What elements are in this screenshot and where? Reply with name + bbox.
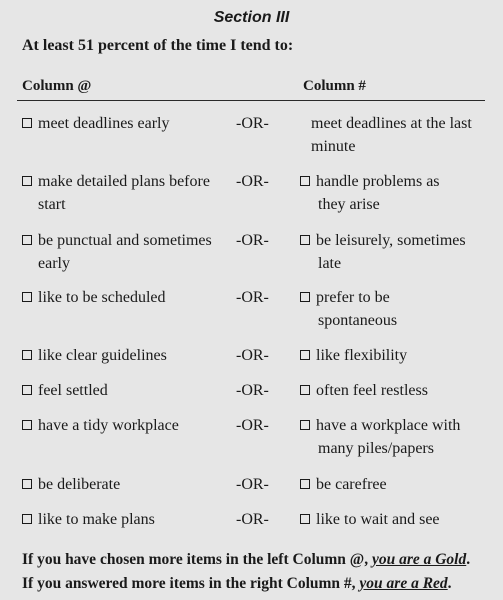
or-separator: -OR- — [236, 476, 269, 493]
or-separator: -OR- — [236, 173, 269, 190]
checkbox-left[interactable] — [22, 235, 32, 245]
checkbox-left[interactable] — [22, 118, 32, 128]
or-separator: -OR- — [236, 417, 269, 434]
right-option[interactable]: meet deadlines at the last minute — [311, 115, 472, 155]
checkbox-left[interactable] — [22, 350, 32, 360]
or-separator: -OR- — [236, 347, 269, 364]
or-separator: -OR- — [236, 232, 269, 249]
left-option[interactable]: feel settled — [22, 379, 237, 402]
checkbox-left[interactable] — [22, 479, 32, 489]
column-left-header: Column @ — [22, 78, 92, 94]
left-option[interactable]: like to be scheduled — [22, 286, 237, 309]
checkbox-right[interactable] — [300, 292, 310, 302]
checkbox-left[interactable] — [22, 420, 32, 430]
column-right-header: Column # — [303, 78, 366, 94]
intro-text: At least 51 percent of the time I tend to: — [22, 37, 294, 54]
right-option[interactable]: handle problems as they arise — [300, 170, 490, 216]
right-option[interactable]: have a workplace with many piles/papers — [300, 414, 490, 460]
checkbox-right[interactable] — [300, 350, 310, 360]
checkbox-right[interactable] — [300, 176, 310, 186]
right-option[interactable]: be carefree — [300, 473, 490, 496]
checkbox-right[interactable] — [300, 514, 310, 524]
checkbox-right[interactable] — [300, 479, 310, 489]
or-separator: -OR- — [236, 511, 269, 528]
checkbox-right[interactable] — [300, 420, 310, 430]
checkbox-left[interactable] — [22, 176, 32, 186]
checkbox-right[interactable] — [300, 385, 310, 395]
or-separator: -OR- — [236, 382, 269, 399]
right-option[interactable]: prefer to be spontaneous — [300, 286, 490, 332]
checkbox-left[interactable] — [22, 292, 32, 302]
left-option[interactable]: meet deadlines early — [22, 112, 237, 135]
footer-line-gold: If you have chosen more items in the left Column @, you are a Gold. — [22, 551, 471, 568]
checkbox-left[interactable] — [22, 514, 32, 524]
left-option[interactable]: be punctual and sometimes early — [22, 229, 237, 275]
footer-line-red: If you answered more items in the right Column #, you are a Red. — [22, 575, 452, 592]
left-option[interactable]: like clear guidelines — [22, 344, 237, 367]
right-option[interactable]: often feel restless — [300, 379, 490, 402]
right-option[interactable]: like to wait and see — [300, 508, 490, 531]
left-option[interactable]: be deliberate — [22, 473, 237, 496]
section-title: Section III — [213, 9, 290, 26]
left-option[interactable]: like to make plans — [22, 508, 237, 531]
or-separator: -OR- — [236, 115, 269, 132]
header-rule — [17, 100, 485, 101]
left-option[interactable]: make detailed plans before start — [22, 170, 237, 216]
right-option[interactable]: like flexibility — [300, 344, 490, 367]
left-option[interactable]: have a tidy workplace — [22, 414, 237, 437]
result-red: you are a Red — [359, 575, 448, 592]
checkbox-left[interactable] — [22, 385, 32, 395]
result-gold: you are a Gold — [371, 551, 467, 568]
checkbox-right[interactable] — [300, 235, 310, 245]
or-separator: -OR- — [236, 289, 269, 306]
right-option[interactable]: be leisurely, sometimes late — [300, 229, 490, 275]
